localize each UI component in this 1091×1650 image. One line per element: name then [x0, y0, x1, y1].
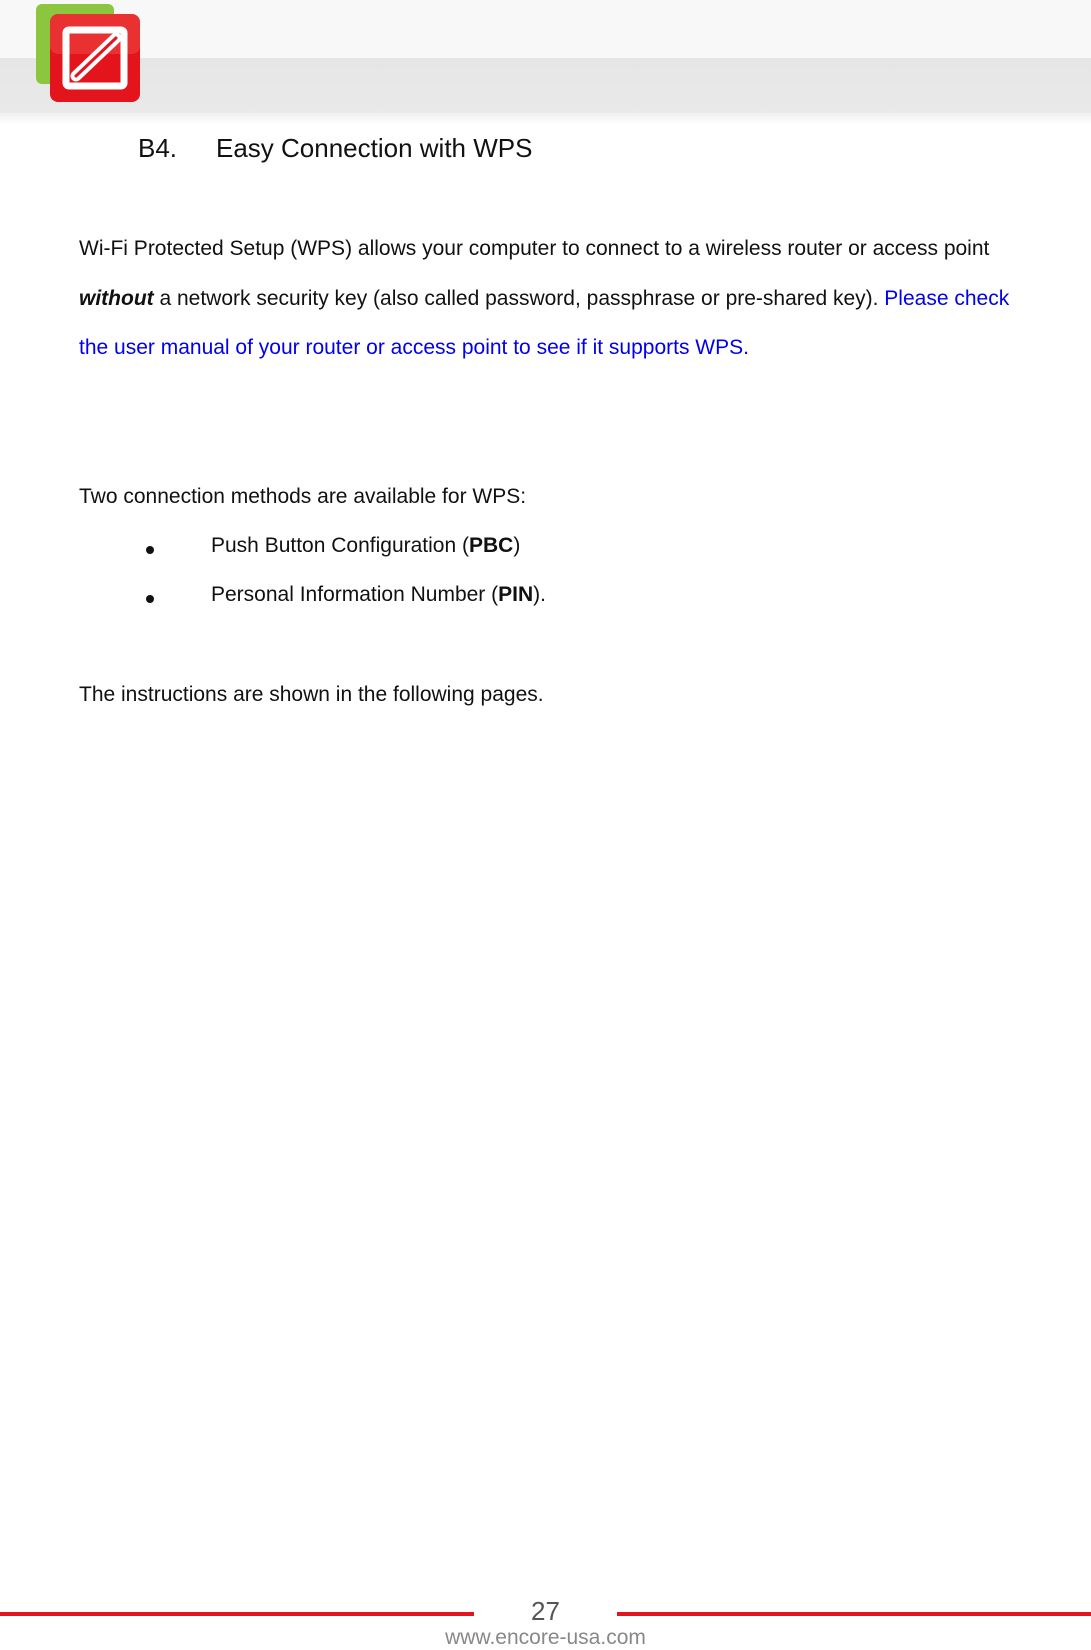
encore-logo-icon — [36, 4, 144, 106]
method-label: Push Button Configuration ( — [211, 534, 469, 557]
methods-intro: Two connection methods are available for WPS: — [79, 485, 527, 508]
header-shadow — [0, 113, 1091, 125]
intro-text-1: Wi-Fi Protected Setup (WPS) allows your computer to connect to a wireless router or access point — [79, 237, 990, 260]
method-suffix: ) — [513, 534, 521, 557]
section-title: Easy Connection with WPS — [216, 133, 533, 163]
intro-emphasis: without — [79, 286, 154, 310]
section-heading — [138, 133, 532, 164]
bullet-icon — [146, 546, 154, 554]
section-number: B4. — [138, 133, 178, 163]
header-band — [0, 58, 1091, 113]
intro-paragraph — [79, 224, 1014, 373]
method-code: PIN — [498, 583, 534, 606]
method-suffix: ). — [533, 583, 546, 606]
closing-paragraph: The instructions are shown in the following pages. — [79, 683, 544, 706]
header-top-strip — [0, 0, 1091, 58]
page-number: 27 — [531, 1596, 560, 1626]
bullet-icon — [146, 595, 154, 603]
wps-support-note: Please check the user manual of your router or access point to see if it supports WPS. — [79, 286, 1010, 359]
footer-url: www.encore-usa.com — [445, 1626, 646, 1649]
intro-text-2: a network security key (also called password, passphrase or pre-shared key). — [153, 286, 885, 310]
method-code: PBC — [469, 534, 514, 557]
method-label: Personal Information Number ( — [211, 583, 499, 606]
